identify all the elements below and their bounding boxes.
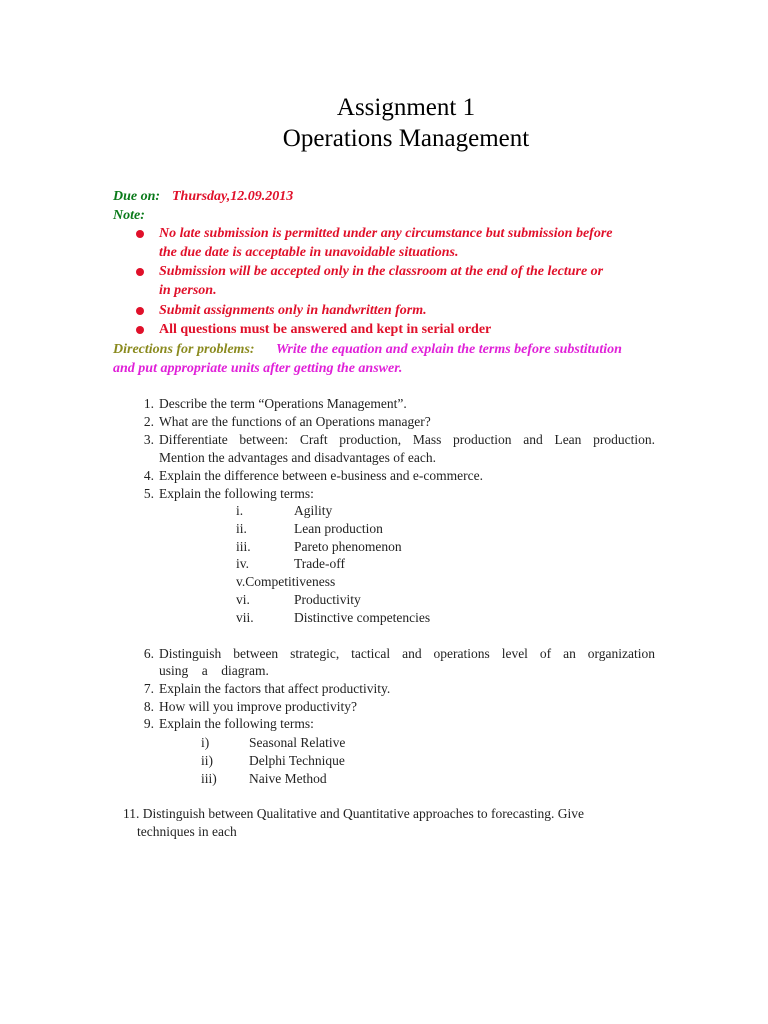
term-number: i): [201, 735, 210, 750]
term-number: vi.: [236, 592, 250, 607]
question-3-line2: Mention the advantages and disadvantages of each.: [159, 450, 437, 465]
bullet-icon: [136, 268, 144, 276]
directions-text-line2: and put appropriate units after getting the answer.: [113, 361, 403, 376]
directions-text-line1: Write the equation and explain the terms before substitution: [276, 342, 622, 357]
question-number: 1.: [143, 396, 154, 411]
question-number: 6.: [143, 646, 154, 661]
question-number: 3.: [143, 432, 154, 447]
question-7: Explain the factors that affect productivity.: [159, 681, 391, 696]
term-agility: Agility: [294, 503, 333, 518]
note-item-4: All questions must be answered and kept in serial order: [159, 322, 492, 337]
note-label: Note:: [113, 208, 145, 223]
due-date: Thursday,12.09.2013: [172, 189, 294, 204]
bullet-icon: [136, 230, 144, 238]
question-6-line1: Distinguish between strategic, tactical and operations level of an organization: [159, 646, 655, 661]
question-number: 9.: [143, 716, 154, 731]
assignment-title: Assignment 1: [336, 94, 476, 121]
term-distinctive-competencies: Distinctive competencies: [294, 610, 431, 625]
question-11-line1: 11. Distinguish between Qualitative and Quantitative approaches to forecasting. Give: [123, 806, 584, 821]
question-4: Explain the difference between e-business and e-commerce.: [159, 468, 483, 483]
question-3-line1: Differentiate between: Craft production, Mass production and Lean production.: [159, 432, 655, 447]
term-number: vii.: [236, 610, 254, 625]
question-5: Explain the following terms:: [159, 486, 314, 501]
question-1: Describe the term “Operations Management”.: [159, 396, 407, 411]
question-number: 8.: [143, 699, 154, 714]
directions-label: Directions for problems:: [113, 342, 255, 357]
bullet-icon: [136, 307, 144, 315]
question-8: How will you improve productivity?: [159, 699, 357, 714]
term-productivity: Productivity: [294, 592, 361, 607]
note-item-1-line2: the due date is acceptable in unavoidable situations.: [159, 245, 459, 260]
term-number: iii): [201, 771, 217, 786]
course-title: Operations Management: [282, 125, 530, 152]
note-item-1-line1: No late submission is permitted under any circumstance but submission before: [159, 226, 613, 241]
term-number: ii.: [236, 521, 247, 536]
term-pareto: Pareto phenomenon: [294, 539, 402, 554]
term-number: i.: [236, 503, 244, 518]
term-trade-off: Trade-off: [294, 556, 345, 571]
term-lean-production: Lean production: [294, 521, 383, 536]
note-item-2-line1: Submission will be accepted only in the classroom at the end of the lecture or: [159, 264, 604, 279]
question-number: 5.: [143, 486, 154, 501]
question-11-line2: techniques in each: [137, 824, 237, 839]
question-number: 4.: [143, 468, 154, 483]
note-item-3: Submit assignments only in handwritten form.: [159, 303, 427, 318]
term-delphi-technique: Delphi Technique: [249, 753, 345, 768]
question-9: Explain the following terms:: [159, 716, 314, 731]
term-competitiveness: v.Competitiveness: [236, 574, 336, 589]
due-label: Due on:: [113, 189, 161, 204]
question-number: 7.: [143, 681, 154, 696]
term-number: iii.: [236, 539, 251, 554]
question-6-line2: using a diagram.: [159, 663, 269, 678]
question-2: What are the functions of an Operations manager?: [159, 414, 431, 429]
term-seasonal-relative: Seasonal Relative: [249, 735, 346, 750]
term-number: iv.: [236, 556, 249, 571]
term-number: ii): [201, 753, 213, 768]
question-number: 2.: [143, 414, 154, 429]
term-naive-method: Naive Method: [249, 771, 327, 786]
note-item-2-line2: in person.: [159, 283, 217, 298]
bullet-icon: [136, 326, 144, 334]
